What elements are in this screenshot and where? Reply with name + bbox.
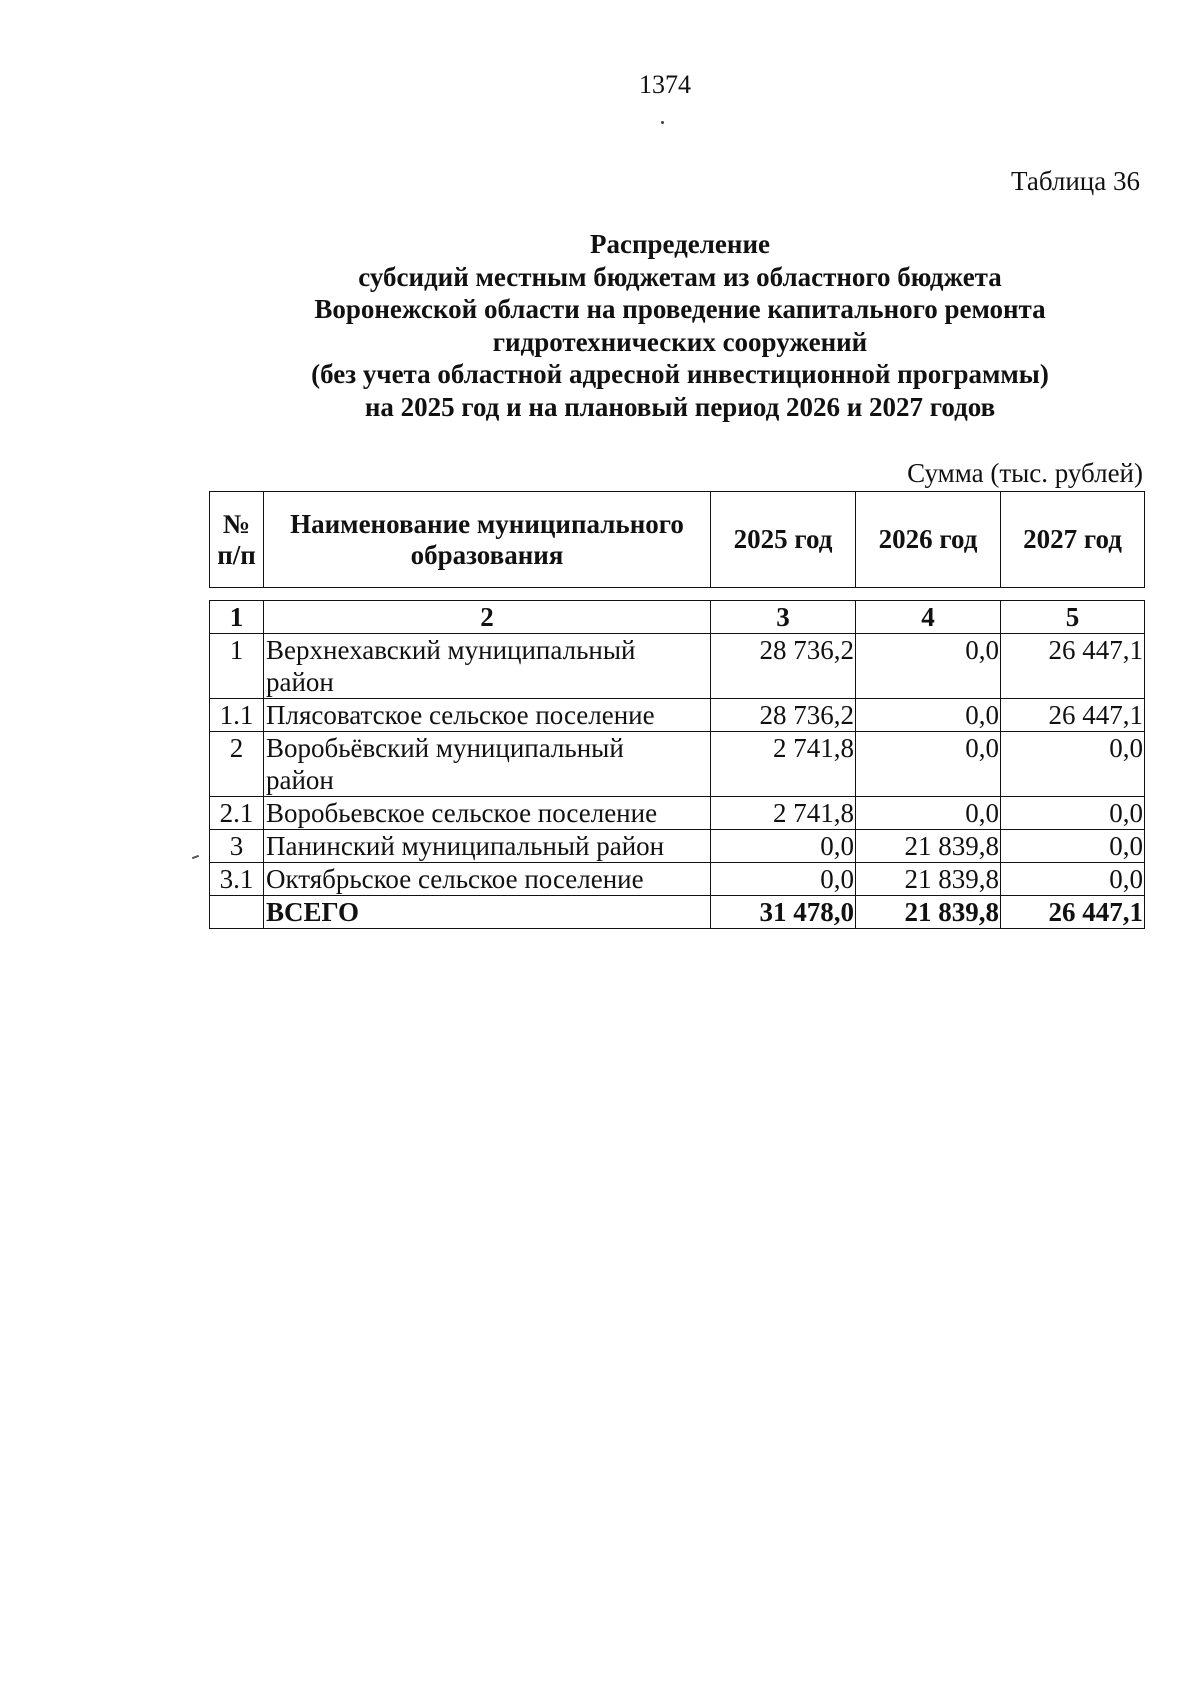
row-value-2026: 0,0 [856, 634, 1001, 699]
row-value-2027: 0,0 [1001, 830, 1145, 863]
row-value-2027: 0,0 [1001, 732, 1145, 797]
total-value-2025: 31 478,0 [711, 896, 856, 929]
row-name-line: Верхнехавский муниципальный [266, 635, 636, 665]
row-index: 3.1 [210, 863, 264, 896]
subsidy-table [209, 600, 1145, 929]
row-name-line: район [266, 765, 334, 795]
table-row [210, 634, 1145, 699]
header-name-line: Наименование муниципального [290, 508, 684, 539]
header-2025: 2025 год [711, 492, 856, 588]
row-value-2027: 26 447,1 [1001, 634, 1145, 699]
title-line: (без учета областной адресной инвестиционной программы) [311, 359, 1049, 389]
table-header [209, 491, 1145, 588]
header-name-line: образования [410, 539, 564, 570]
column-number-row [210, 601, 1145, 634]
header-index-line: п/п [217, 539, 256, 570]
column-number: 3 [711, 601, 856, 634]
header-index-line: № [222, 508, 251, 539]
row-name-line: район [266, 667, 334, 697]
header-index [210, 492, 264, 588]
total-value-2027: 26 447,1 [1001, 896, 1145, 929]
header-2027: 2027 год [1001, 492, 1145, 588]
document-title [230, 228, 1130, 423]
row-index: 1 [210, 634, 264, 699]
row-value-2026: 21 839,8 [856, 863, 1001, 896]
table-row [210, 863, 1145, 896]
row-value-2027: 0,0 [1001, 797, 1145, 830]
column-number: 1 [210, 601, 264, 634]
table-label: Таблица 36 [1011, 166, 1140, 196]
units-label: Сумма (тыс. рублей) [907, 458, 1143, 488]
row-value-2025: 28 736,2 [711, 699, 856, 732]
row-index: 2.1 [210, 797, 264, 830]
table-row [210, 830, 1145, 863]
row-value-2027: 26 447,1 [1001, 699, 1145, 732]
row-index: 2 [210, 732, 264, 797]
total-row [210, 896, 1145, 929]
title-line: гидротехнических сооружений [492, 326, 868, 357]
row-name [264, 732, 711, 797]
column-number: 2 [264, 601, 711, 634]
header-2026: 2026 год [856, 492, 1001, 588]
row-value-2026: 21 839,8 [856, 830, 1001, 863]
column-number: 5 [1001, 601, 1145, 634]
column-number: 4 [856, 601, 1001, 634]
scan-dot [661, 121, 664, 124]
row-name: Воробьевское сельское поселение [264, 797, 711, 830]
title-line: Распределение [589, 229, 771, 259]
row-value-2027: 0,0 [1001, 863, 1145, 896]
row-index: 1.1 [210, 699, 264, 732]
row-name: Панинский муниципальный район [264, 830, 711, 863]
row-name [264, 634, 711, 699]
row-value-2025: 0,0 [711, 830, 856, 863]
row-value-2026: 0,0 [856, 699, 1001, 732]
row-value-2025: 28 736,2 [711, 634, 856, 699]
page-number: 1374 [639, 70, 691, 99]
header-name [264, 492, 711, 588]
table-row [210, 699, 1145, 732]
table-row [210, 732, 1145, 797]
table-row [210, 797, 1145, 830]
total-value-2026: 21 839,8 [856, 896, 1001, 929]
row-value-2025: 2 741,8 [711, 732, 856, 797]
title-line: на 2025 год и на плановый период 2026 и 2027 годов [364, 391, 996, 422]
row-value-2026: 0,0 [856, 797, 1001, 830]
total-label: ВСЕГО [264, 896, 711, 929]
row-name: Октябрьское сельское поселение [264, 863, 711, 896]
row-name-line: Воробьёвский муниципальный [266, 733, 624, 763]
title-line: Воронежской области на проведение капитального ремонта [314, 294, 1046, 324]
title-line: субсидий местным бюджетам из областного бюджета [358, 261, 1002, 292]
total-index [210, 896, 264, 929]
row-value-2025: 0,0 [711, 863, 856, 896]
row-value-2025: 2 741,8 [711, 797, 856, 830]
margin-mark [192, 855, 199, 859]
row-index: 3 [210, 830, 264, 863]
row-value-2026: 0,0 [856, 732, 1001, 797]
row-name: Плясоватское сельское поселение [264, 699, 711, 732]
